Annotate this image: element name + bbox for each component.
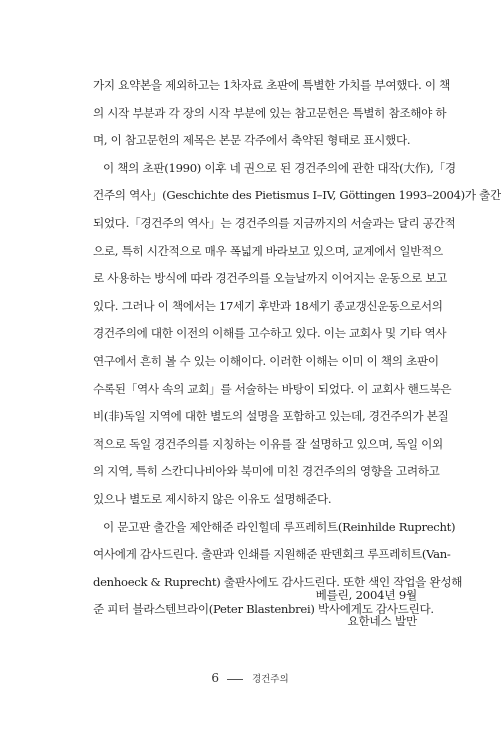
body-line: 가지 요약본을 제외하고는 1차자료 초판에 특별한 가치를 부여했다. 이 책 — [93, 78, 451, 92]
page-footer — [0, 671, 500, 685]
body-line: 되었다.「경건주의 역사」는 경건주의를 지금까지의 서술과는 달리 공간적 — [93, 215, 456, 230]
signature-author: 요한네스 발만 — [347, 614, 417, 628]
body-line: 비(非)독일 지역에 대한 별도의 설명을 포함하고 있는데, 경건주의가 본질 — [93, 409, 449, 424]
body-line: 적으로 독일 경건주의를 지칭하는 이유를 잘 설명하고 있으며, 독일 이외 — [93, 436, 443, 451]
body-line: 건주의 역사」(Geschichte des Pietismus I–IV, Göttingen 1993–2004)가 출간 — [93, 188, 501, 203]
body-line: 연구에서 흔히 볼 수 있는 이해이다. 이러한 이해는 이미 이 책의 초판이 — [93, 353, 439, 368]
body-line: 경건주의에 대한 이전의 이해를 고수하고 있다. 이는 교회사 및 기타 역사 — [93, 326, 447, 341]
body-line: 로 사용하는 방식에 따라 경건주의를 오늘날까지 이어지는 운동으로 보고 — [93, 271, 448, 286]
page-number: 6 — [211, 671, 219, 685]
body-text — [93, 72, 501, 624]
body-line: 여사에게 감사드린다. 출판과 인쇄를 지원해준 판덴회크 루프레히트(Van- — [93, 547, 451, 562]
body-line: 으로, 특히 시간적으로 매우 폭넓게 바라보고 있으며, 교계에서 일반적으 — [93, 243, 443, 258]
signature-date: 베를린, 2004년 9월 — [315, 588, 417, 602]
running-title: 경건주의 — [251, 674, 289, 685]
body-line: 이 문고판 출간을 제안해준 라인힐데 루프레히트(Reinhilde Ruprecht) — [103, 519, 456, 534]
body-line: 의 시작 부분과 각 장의 시작 부분에 있는 참고문헌은 특별히 참조해야 하 — [93, 105, 447, 120]
body-line: 수록된「역사 속의 교회」를 서술하는 바탕이 되었다. 이 교회사 핸드북은 — [93, 381, 452, 396]
body-line: 있다. 그러나 이 책에서는 17세기 후반과 18세기 종교갱신운동으로서의 — [93, 298, 443, 313]
body-line: denhoeck & Ruprecht) 출판사에도 감사드린다. 또한 색인 작업을 완성해 — [93, 574, 463, 589]
body-line: 의 지역, 특히 스칸디나비아와 북미에 미친 경건주의의 영향을 고려하고 — [93, 464, 440, 479]
footer-dash — [227, 679, 243, 680]
body-line: 있으나 별도로 제시하지 않은 이유도 설명해준다. — [93, 491, 332, 506]
body-line: 며, 이 참고문헌의 제목은 본문 각주에서 축약된 형태로 표시했다. — [93, 133, 411, 148]
body-line: 이 책의 초판(1990) 이후 네 권으로 된 경건주의에 관한 대작(大作),「경 — [103, 160, 456, 175]
body-line: 준 피터 블라스텐브라이(Peter Blastenbrei) 박사에게도 감사드린다. — [93, 602, 434, 617]
